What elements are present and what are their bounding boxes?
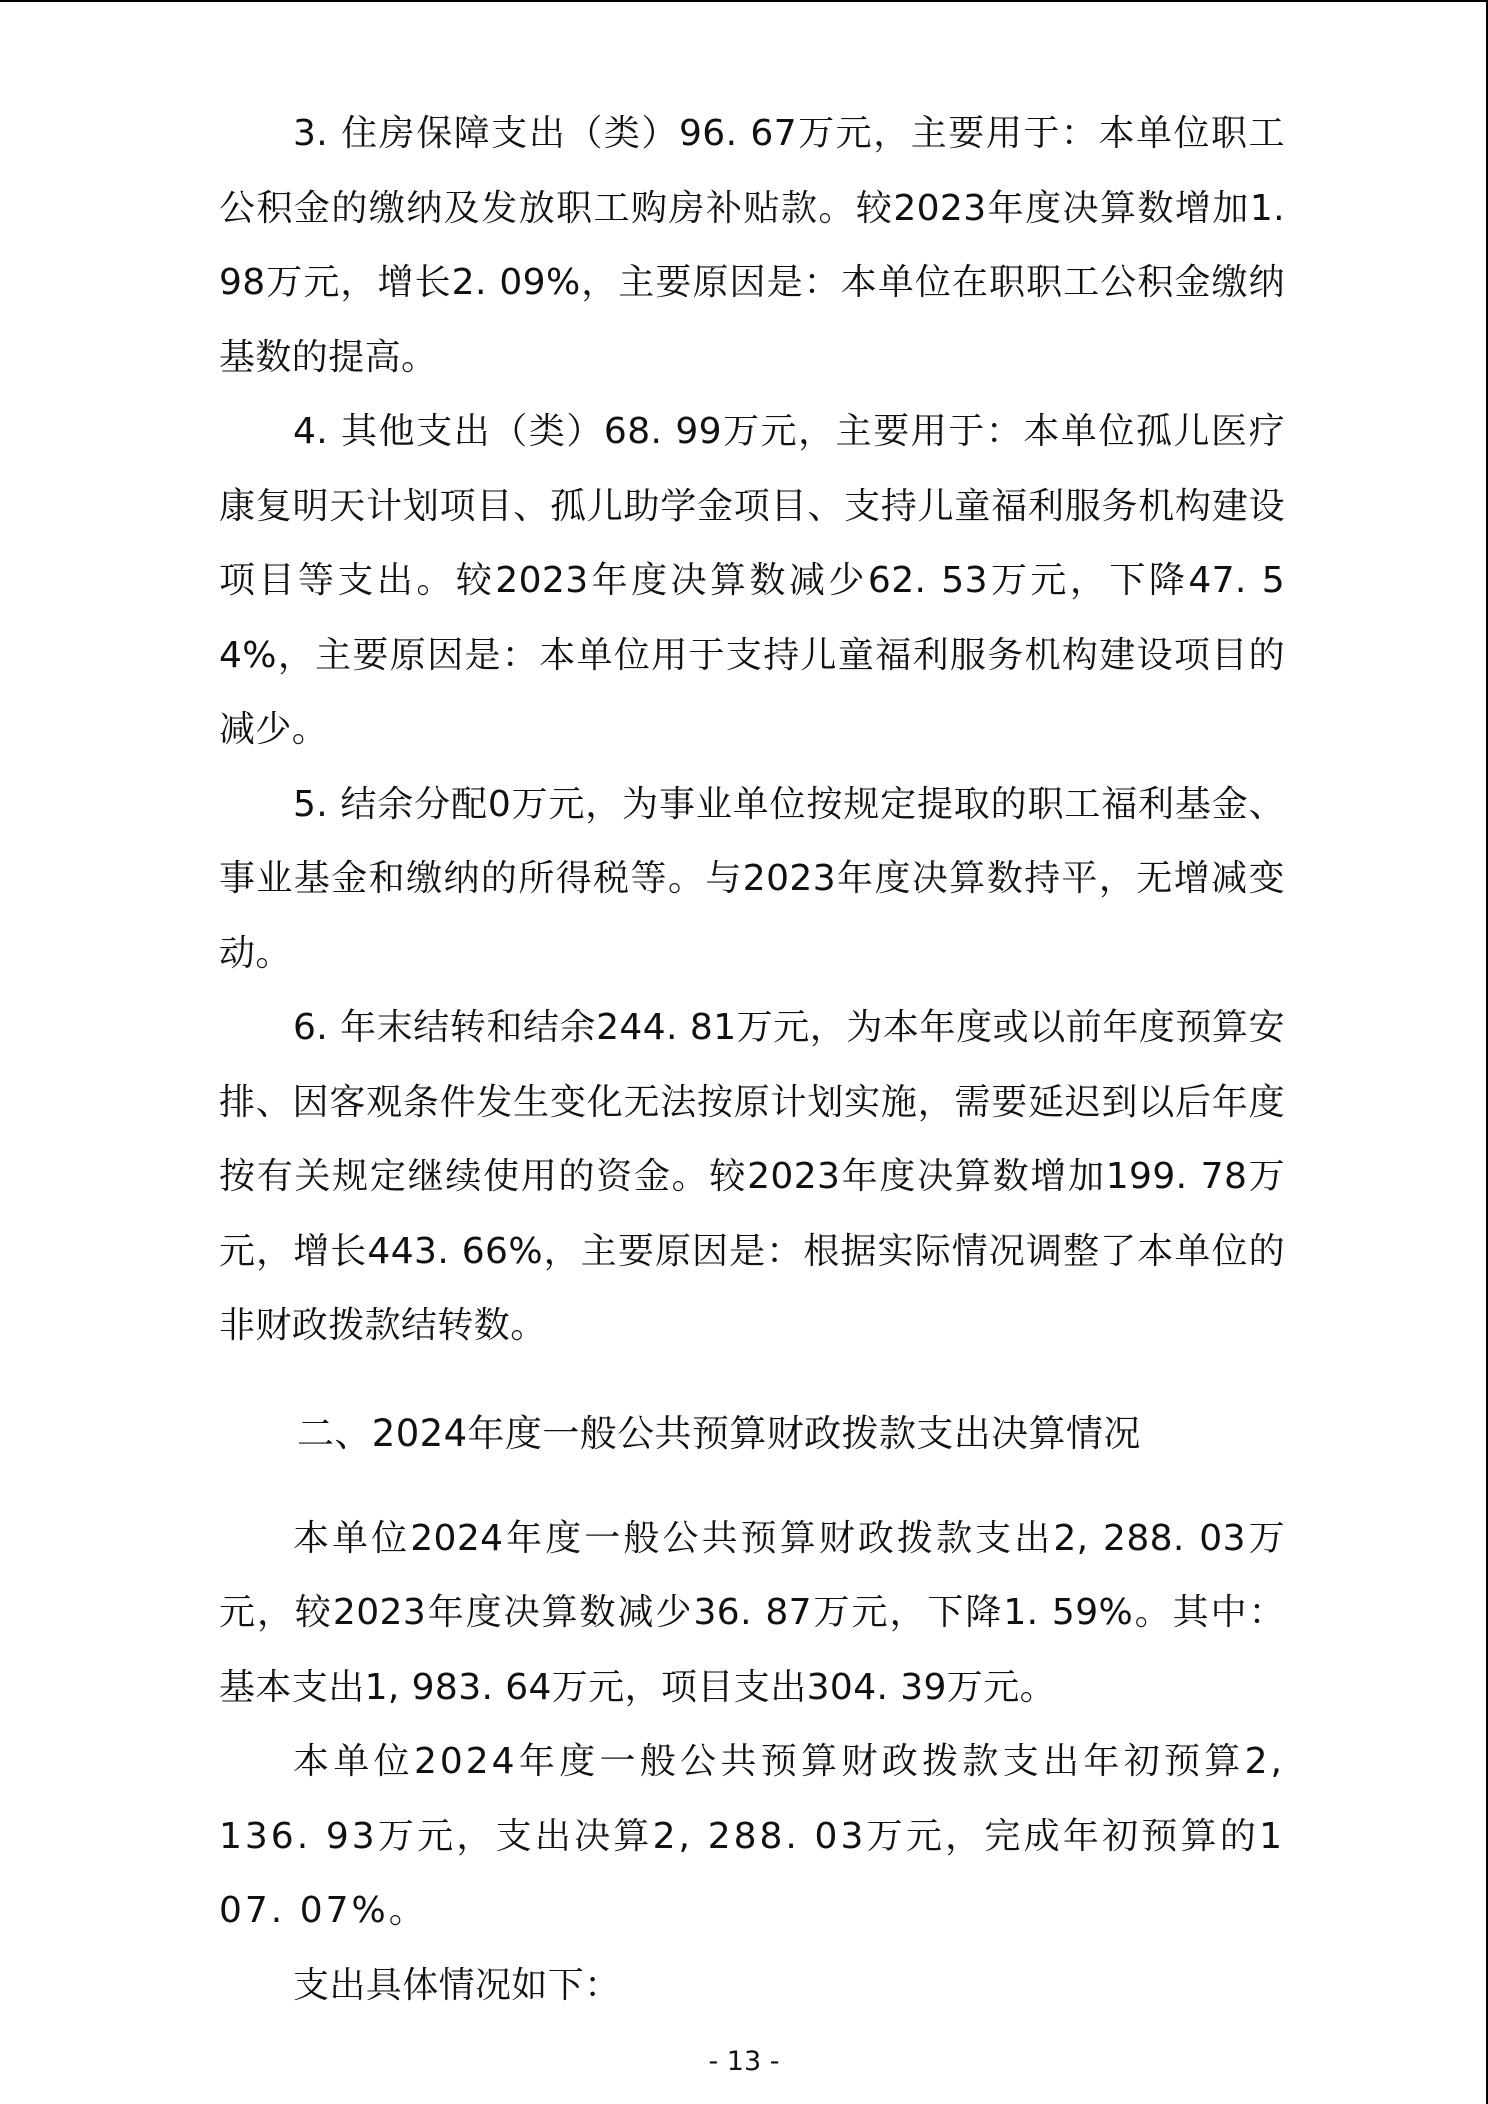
- section-heading: 二、2024年度一般公共预算财政拨款支出决算情况: [297, 1411, 1141, 1455]
- paragraph-general-budget-expenditure: 本单位2024年度一般公共预算财政拨款支出2, 288. 03万元，较2023年度决算数减少36. 87万元，下降1. 59%。其中：基本支出1, 983. 64万元，项目支出304. 39万元。: [219, 1517, 1285, 1708]
- document-body: [219, 97, 1285, 2023]
- paragraph-expenditure-details-intro: 支出具体情况如下：: [293, 1964, 621, 2006]
- paragraph-housing-expenditure: 3. 住房保障支出（类）96. 67万元，主要用于：本单位职工公积金的缴纳及发放职工购房补贴款。较2023年度决算数增加1. 98万元，增长2. 09%，主要原因是：本单位在职职工公积金缴纳基数的提高。: [219, 113, 1285, 378]
- page-number: - 13 -: [708, 2046, 780, 2077]
- paragraph-surplus-distribution: 5. 结余分配0万元，为事业单位按规定提取的职工福利基金、事业基金和缴纳的所得税等。与2023年度决算数持平，无增减变动。: [219, 783, 1285, 974]
- paragraph-year-end-carryover: 6. 年末结转和结余244. 81万元，为本年度或以前年度预算安排、因客观条件发生变化无法按原计划实施，需要延迟到以后年度按有关规定继续使用的资金。较2023年度决算数增加199. 78万元，增长443. 66%，主要原因是：根据实际情况调整了本单位的非财政拨款结转数。: [219, 1007, 1285, 1346]
- paragraph-budget-completion: 本单位2024年度一般公共预算财政拨款支出年初预算2, 136. 93万元，支出决算2, 288. 03万元，完成年初预算的107. 07%。: [219, 1741, 1285, 1931]
- paragraph-other-expenditure: 4. 其他支出（类）68. 99万元，主要用于：本单位孤儿医疗康复明天计划项目、孤儿助学金项目、支持儿童福利服务机构建设项目等支出。较2023年度决算数减少62. 53万元，下降47. 54%，主要原因是：本单位用于支持儿童福利服务机构建设项目的减少。: [219, 411, 1285, 750]
- top-border-line: [0, 0, 1488, 2]
